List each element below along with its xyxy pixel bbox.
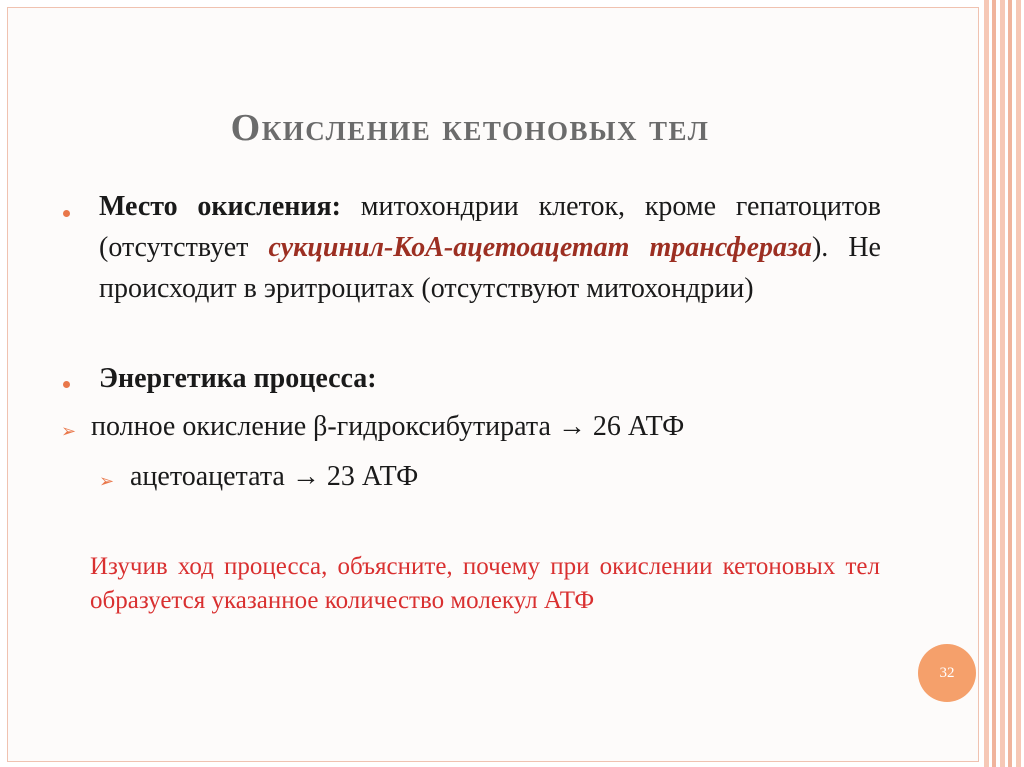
oxidation-site-label: Место окисления: [99, 191, 341, 222]
acetoacetate-line: ацетоацетата → 23 АТФ [130, 461, 419, 492]
slide-title: Окисление кетоновых тел [230, 107, 710, 149]
oxidation-site-paragraph [99, 186, 881, 309]
decorative-stripes [980, 0, 1024, 767]
arrow-bullet-icon: ➢ [61, 421, 77, 442]
full-oxidation-line: полное окисление β-гидроксибутирата → 26 АТФ [91, 411, 685, 442]
page-number-badge: 32 [918, 644, 976, 702]
task-question: Изучив ход процесса, объясните, почему при окислении кетоновых тел образуется указанное количество молекул АТФ [90, 553, 880, 614]
oxidation-site-text-end: ). Не происходит в эритроцитах (отсутствуют митохондрии) [99, 232, 881, 304]
arrow-bullet-icon: ➢ [99, 471, 115, 492]
bullet-dot-icon [63, 381, 70, 388]
enzyme-name: сукцинил-КоА-ацетоацетат трансфераза [268, 232, 812, 263]
bullet-dot-icon [63, 210, 70, 217]
oxidation-site-text: митохондрии клеток, кроме гепатоцитов (отсутствует [99, 191, 881, 263]
energetics-label: Энергетика процесса: [99, 363, 377, 394]
